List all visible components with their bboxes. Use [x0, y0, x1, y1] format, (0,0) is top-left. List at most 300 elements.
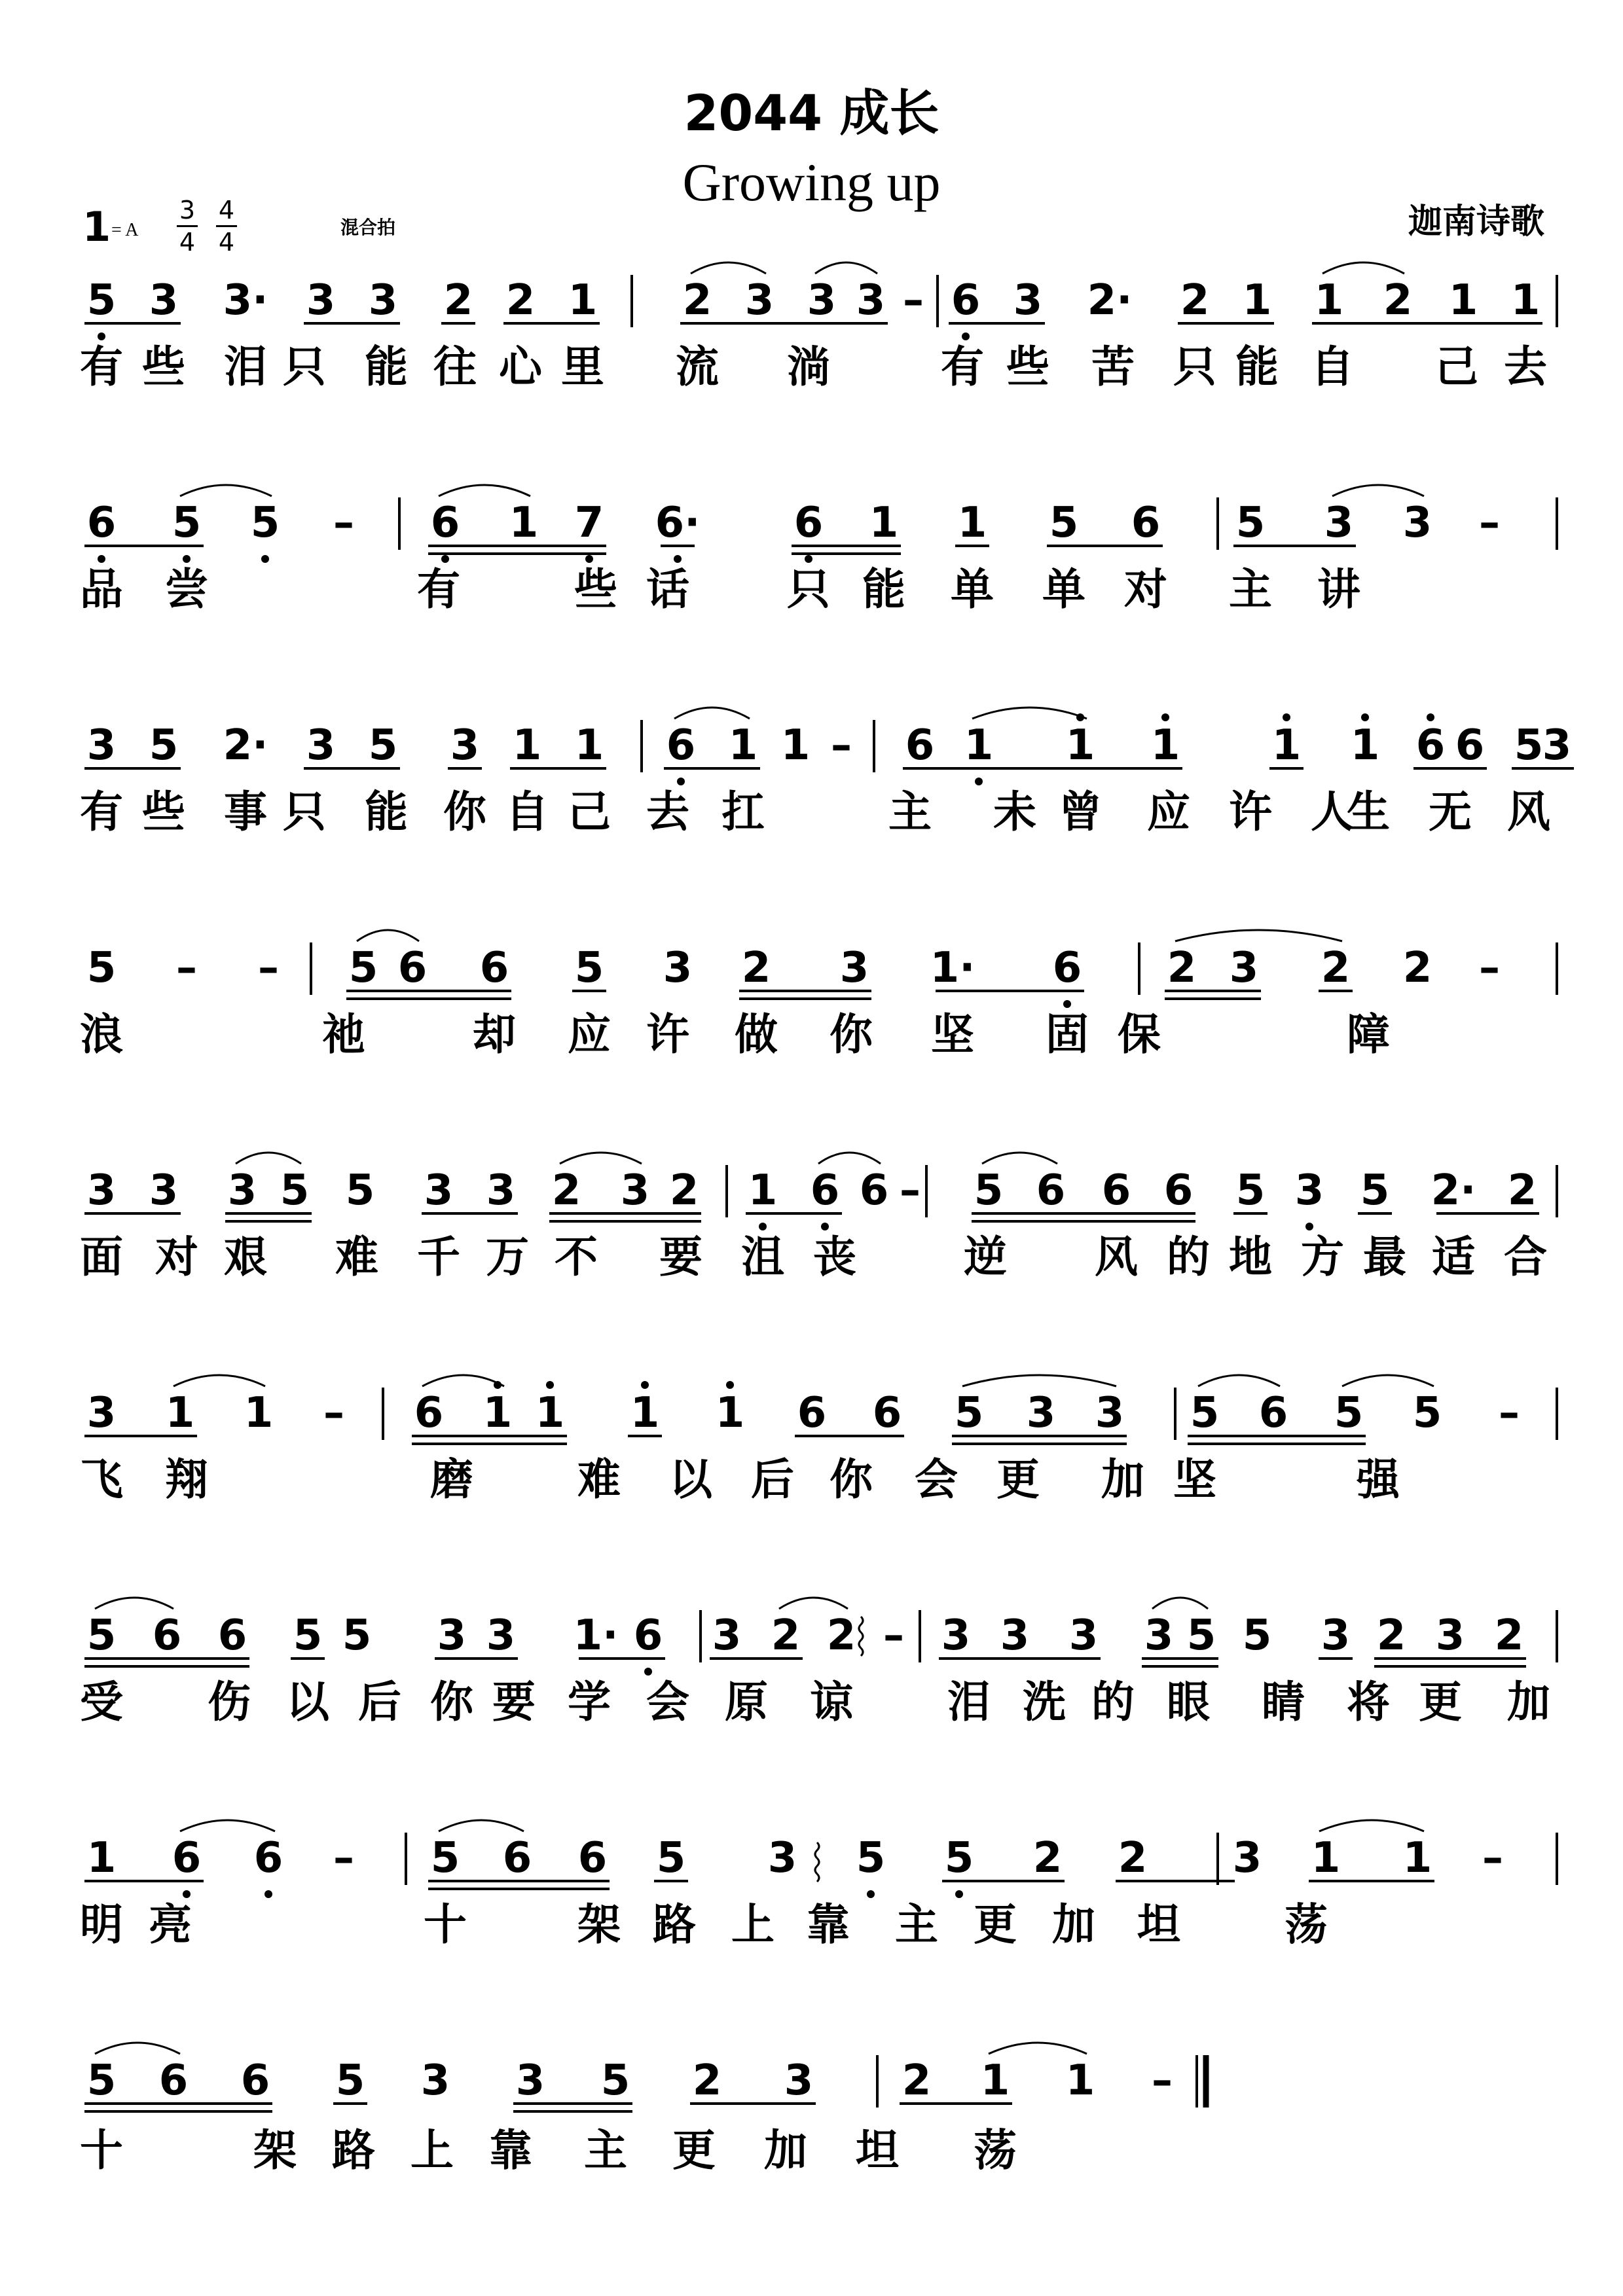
slur: [691, 262, 766, 274]
note: 3: [424, 1166, 454, 1215]
lyric-char: 你: [430, 1677, 473, 1727]
lyric-char: 原: [725, 1677, 768, 1727]
slur: [989, 2043, 1087, 2054]
note: 2: [1507, 1166, 1537, 1215]
note: 3: [306, 276, 336, 325]
note: 1: [1311, 1834, 1341, 1882]
note: 3: [663, 944, 693, 992]
lyric-char: 品: [80, 564, 123, 615]
lyric-char: 只: [283, 342, 326, 392]
lyric-char: 明: [80, 1899, 123, 1950]
note: 3: [515, 2056, 545, 2105]
lyric-char: 里: [561, 342, 604, 392]
note: 5: [86, 276, 117, 325]
lyric-char: 只: [787, 564, 830, 615]
note: 3: [1324, 499, 1354, 547]
slur: [560, 1153, 642, 1164]
lyric-line: [0, 1667, 1623, 1727]
lyric-char: 许: [646, 1009, 689, 1060]
dash-note: –: [258, 944, 279, 992]
lyric-char: 方: [1301, 1232, 1344, 1282]
note: 5: [172, 499, 202, 547]
note: 2: [551, 1166, 581, 1215]
note: 5: [149, 721, 179, 770]
high-octave-dot: [546, 1381, 554, 1389]
note: 5: [280, 1166, 310, 1215]
lyric-char: 只: [283, 787, 326, 837]
slur: [982, 1153, 1057, 1164]
high-octave-dot: [1076, 713, 1084, 721]
lyric-char: 荡: [1285, 1899, 1328, 1950]
lyric-char: 些: [142, 787, 185, 837]
note: 1: [1065, 2056, 1095, 2105]
slur: [439, 485, 530, 496]
note: 1·: [930, 944, 976, 992]
slur: [173, 1375, 265, 1386]
lyric-char: 去: [1504, 342, 1547, 392]
dash-note: –: [1479, 499, 1500, 547]
slur: [95, 2043, 180, 2054]
note: 6: [397, 944, 428, 992]
lyric-char: 谅: [810, 1677, 853, 1727]
note: 1: [509, 499, 539, 547]
note: 1: [244, 1389, 274, 1437]
note: 3: [1229, 944, 1259, 992]
note: 3: [450, 721, 480, 770]
note: 3: [149, 1166, 179, 1215]
note: 6: [793, 499, 824, 547]
note: 6: [502, 1834, 532, 1882]
note: 3: [227, 1166, 257, 1215]
slur: [779, 1598, 848, 1609]
lyric-char: 些: [1006, 342, 1049, 392]
meter-label: 混合拍: [340, 217, 396, 238]
note: 6: [253, 1834, 283, 1882]
note: 5: [348, 944, 378, 992]
lyric-char: 合: [1504, 1232, 1547, 1282]
lyric-char: 架: [577, 1899, 621, 1950]
note: 6: [240, 2056, 270, 2105]
lyric-line: [0, 1222, 1623, 1282]
note: 2: [1118, 1834, 1148, 1882]
note: 2: [1376, 1611, 1406, 1660]
slur: [1342, 1375, 1434, 1386]
note: 3: [86, 1166, 117, 1215]
note: 2: [1494, 1611, 1524, 1660]
lyric-char: 应: [1147, 787, 1190, 837]
slur: [180, 1820, 275, 1831]
note: 5: [574, 944, 604, 992]
lyric-char: 十: [80, 2125, 123, 2176]
lyric-char: 上: [410, 2125, 454, 2176]
lyric-char: 自: [1311, 342, 1354, 392]
lyric-char: 受: [80, 1677, 123, 1727]
note: 6: [1455, 721, 1485, 770]
lyric-char: 伤: [208, 1677, 251, 1727]
note: 3: [486, 1611, 516, 1660]
note: 6: [872, 1389, 902, 1437]
lyric-char: 亮: [149, 1899, 192, 1950]
note: 6: [905, 721, 935, 770]
note: 1: [535, 1389, 565, 1437]
lyric-char: 更: [1419, 1677, 1462, 1727]
lyric-char: 会: [915, 1454, 958, 1505]
note: 5: [293, 1611, 323, 1660]
note: 1: [715, 1389, 745, 1437]
lyric-char: 难: [335, 1232, 378, 1282]
note: 1·: [573, 1611, 619, 1660]
note: 2: [741, 944, 771, 992]
note: 5: [1334, 1389, 1364, 1437]
high-octave-dot: [1427, 713, 1434, 721]
note: 1: [748, 1166, 778, 1215]
lyric-char: 眼: [1167, 1677, 1210, 1727]
note: 5: [1242, 1611, 1272, 1660]
note: 5: [335, 2056, 365, 2105]
lyric-char: 些: [574, 564, 617, 615]
lyric-char: 往: [433, 342, 477, 392]
dash-note: –: [323, 1389, 344, 1437]
lyric-char: 生: [1347, 787, 1390, 837]
note: 5: [1190, 1389, 1220, 1437]
note: 6: [430, 499, 460, 547]
lyric-char: 未: [993, 787, 1036, 837]
note: 5: [1412, 1389, 1442, 1437]
note: 2: [771, 1611, 801, 1660]
lyric-char: 浪: [80, 1009, 123, 1060]
dash-note: –: [883, 1611, 904, 1660]
note: 3: [767, 1834, 797, 1882]
lyric-char: 能: [862, 564, 905, 615]
lyric-char: 流: [676, 342, 719, 392]
lyric-char: 固: [1046, 1009, 1089, 1060]
note: 5: [1235, 1166, 1266, 1215]
note: 2: [505, 276, 536, 325]
lyric-char: 能: [365, 787, 408, 837]
lyric-char: 的: [1091, 1677, 1135, 1727]
note: 3: [839, 944, 869, 992]
lyric-char: 面: [80, 1232, 123, 1282]
note: 3: [368, 276, 398, 325]
note: 2·: [1087, 276, 1133, 325]
note: 6: [1258, 1389, 1288, 1437]
note: 1: [512, 721, 542, 770]
slur: [1198, 1375, 1280, 1386]
lyric-char: 风: [1095, 1232, 1138, 1282]
lyric-char: 更: [974, 1899, 1017, 1950]
note: 3: [1068, 1611, 1099, 1660]
lyric-char: 十: [424, 1899, 467, 1950]
lyric-char: 苦: [1091, 342, 1135, 392]
note: 1: [1271, 721, 1302, 770]
note: 6: [158, 2056, 189, 2105]
note: 6: [951, 276, 981, 325]
lyric-char: 坚: [1173, 1454, 1216, 1505]
lyric-char: 要: [659, 1232, 702, 1282]
note: 6: [1052, 944, 1082, 992]
note: 6: [797, 1389, 827, 1437]
high-octave-dot: [1161, 713, 1169, 721]
lyric-char: 以: [286, 1677, 329, 1727]
lyric-line: [0, 332, 1623, 392]
lyric-char: 飞: [80, 1454, 123, 1505]
note: 3: [437, 1611, 467, 1660]
note: 3: [1321, 1611, 1351, 1660]
note: 1: [483, 1389, 513, 1437]
note: 6: [479, 944, 509, 992]
note: 2: [1383, 276, 1413, 325]
note: 5: [1049, 499, 1079, 547]
slur: [1322, 262, 1404, 274]
note: 3: [86, 1389, 117, 1437]
song-author: 迦南诗歌: [1408, 202, 1544, 242]
lyric-char: 单: [951, 564, 994, 615]
lyric-char: 己: [1435, 342, 1478, 392]
note: 2·: [223, 721, 268, 770]
note: 3: [1026, 1389, 1056, 1437]
lyric-char: 障: [1347, 1009, 1390, 1060]
lyric-char: 逆: [964, 1232, 1007, 1282]
lyric-char: 洗: [1023, 1677, 1066, 1727]
lyric-char: 沮: [741, 1232, 784, 1282]
lyric-char: 坚: [931, 1009, 974, 1060]
lyric-char: 有: [80, 342, 123, 392]
note: 1: [964, 721, 994, 770]
note: 3: [1294, 1166, 1324, 1215]
slur: [1319, 1820, 1424, 1831]
slur: [422, 1375, 504, 1386]
key-degree: 1: [82, 203, 111, 251]
note: 6·: [655, 499, 701, 547]
lyric-char: 应: [568, 1009, 611, 1060]
slur: [357, 930, 419, 941]
lyric-char: 己: [568, 787, 611, 837]
note: 3: [306, 721, 336, 770]
note: 3: [1435, 1611, 1465, 1660]
slur: [972, 708, 1087, 719]
note: 3: [486, 1166, 516, 1215]
lyric-char: 事: [224, 787, 267, 837]
high-octave-dot: [641, 1381, 649, 1389]
high-octave-dot: [494, 1381, 501, 1389]
lyric-char: 翔: [165, 1454, 208, 1505]
lyric-char: 风: [1507, 787, 1550, 837]
lyric-char: 心: [499, 342, 542, 392]
note: 5: [86, 2056, 117, 2105]
dash-note: –: [1482, 1834, 1503, 1882]
lyric-line: [0, 777, 1623, 837]
lyric-char: 的: [1167, 1232, 1210, 1282]
lyric-char: 你: [830, 1009, 873, 1060]
lyric-char: 将: [1347, 1677, 1390, 1727]
lyric-char: 祂: [322, 1009, 365, 1060]
arpeggio-mark: [859, 1617, 863, 1656]
lyric-char: 地: [1229, 1232, 1272, 1282]
note: 3: [941, 1611, 971, 1660]
note: 2: [1032, 1834, 1063, 1882]
note: 5: [86, 1611, 117, 1660]
note: 6: [859, 1166, 889, 1215]
dash-note: –: [1479, 944, 1500, 992]
note: 5: [368, 721, 398, 770]
note: 2: [443, 276, 473, 325]
note: 1: [1242, 276, 1272, 325]
note: 6: [810, 1166, 840, 1215]
note: 5: [856, 1834, 886, 1882]
time-signature-3-4: 3 4: [174, 196, 200, 256]
note: 3·: [223, 276, 268, 325]
note: 2: [1402, 944, 1432, 992]
lyric-char: 淌: [787, 342, 830, 392]
dash-note: –: [900, 1166, 921, 1215]
note: 5: [600, 2056, 630, 2105]
lyric-char: 上: [731, 1899, 775, 1950]
note: 3: [620, 1166, 650, 1215]
lyric-char: 千: [417, 1232, 460, 1282]
song-title: 2044 成长: [684, 84, 939, 142]
note: 6: [1131, 499, 1161, 547]
lyric-char: 后: [751, 1454, 794, 1505]
note: 3: [1095, 1389, 1125, 1437]
note: 5: [1186, 1611, 1216, 1660]
note: 6: [1415, 721, 1446, 770]
arpeggio-mark: [815, 1842, 819, 1882]
note: 3: [86, 721, 117, 770]
note: 1: [165, 1389, 195, 1437]
lyric-char: 最: [1363, 1232, 1406, 1282]
note: 2: [669, 1166, 699, 1215]
lyric-char: 话: [646, 564, 689, 615]
dash-note: –: [333, 1834, 354, 1882]
dash-note: –: [1499, 1389, 1520, 1437]
lyric-char: 曾: [1059, 787, 1102, 837]
dash-note: –: [903, 276, 924, 325]
lyric-char: 加: [1507, 1677, 1550, 1727]
note: 2: [902, 2056, 932, 2105]
note: 6: [577, 1834, 608, 1882]
slur: [1332, 485, 1424, 496]
note: 6: [217, 1611, 247, 1660]
lyric-char: 主: [888, 787, 932, 837]
note: 7: [574, 499, 604, 547]
note: 3: [1402, 499, 1432, 547]
lyric-char: 主: [1229, 564, 1272, 615]
slur: [439, 1820, 524, 1831]
slur: [815, 262, 877, 274]
lyric-char: 睛: [1262, 1677, 1305, 1727]
dash-note: –: [176, 944, 197, 992]
note: 5: [944, 1834, 974, 1882]
note: 5: [954, 1389, 984, 1437]
lyric-char: 对: [155, 1232, 198, 1282]
note: 3: [712, 1611, 742, 1660]
note: 3: [807, 276, 837, 325]
lyric-char: 路: [653, 1899, 696, 1950]
lyric-char: 路: [332, 2125, 375, 2176]
note: 1: [728, 721, 758, 770]
note: 5: [250, 499, 280, 547]
lyric-char: 坦: [856, 2125, 899, 2176]
lyric-char: 加: [1101, 1454, 1144, 1505]
note: 3: [1144, 1611, 1174, 1660]
lyric-char: 有: [80, 787, 123, 837]
lyric-char: 不: [555, 1232, 598, 1282]
note: 5: [656, 1834, 686, 1882]
lyric-char: 去: [646, 787, 689, 837]
note: 6: [414, 1389, 444, 1437]
slur: [95, 1598, 173, 1609]
slur: [674, 708, 750, 719]
lyric-char: 磨: [430, 1454, 473, 1505]
note: 6: [666, 721, 696, 770]
slur: [1175, 930, 1342, 941]
lyric-char: 单: [1042, 564, 1085, 615]
note: 1: [568, 276, 598, 325]
lyric-char: 丧: [813, 1232, 856, 1282]
lyric-char: 更: [996, 1454, 1040, 1505]
note: 5: [345, 1166, 375, 1215]
note: 5: [1235, 499, 1266, 547]
lyric-char: 无: [1429, 787, 1472, 837]
note: 1: [1510, 276, 1541, 325]
lyric-char: 做: [735, 1009, 778, 1060]
lyric-char: 扛: [721, 787, 765, 837]
note: 1: [1065, 721, 1095, 770]
lyric-line: [0, 554, 1623, 615]
note: 1: [1314, 276, 1344, 325]
slur: [962, 1375, 1116, 1386]
note: 6: [1036, 1166, 1066, 1215]
lyric-line: [0, 2115, 1623, 2176]
note: 5: [342, 1611, 372, 1660]
lyric-char: 万: [486, 1232, 529, 1282]
lyric-char: 架: [253, 2125, 297, 2176]
note: 1: [980, 2056, 1010, 2105]
lyric-char: 坦: [1137, 1899, 1180, 1950]
lyric-char: 荡: [974, 2125, 1017, 2176]
slur: [236, 1153, 301, 1164]
lyric-char: 适: [1432, 1232, 1475, 1282]
note: 1: [1350, 721, 1380, 770]
high-octave-dot: [726, 1381, 734, 1389]
lyric-char: 以: [669, 1454, 712, 1505]
lyric-char: 你: [443, 787, 486, 837]
note: 3: [1000, 1611, 1030, 1660]
note: 6: [86, 499, 117, 547]
note: 5: [86, 944, 117, 992]
dash-note: –: [333, 499, 354, 547]
note: 1: [574, 721, 604, 770]
note: 2: [826, 1611, 856, 1660]
lyric-char: 对: [1124, 564, 1167, 615]
lyric-char: 加: [764, 2125, 807, 2176]
lyric-char: 尝: [165, 564, 208, 615]
slur: [818, 1153, 881, 1164]
slur: [180, 485, 272, 496]
note: 2: [1321, 944, 1351, 992]
lyric-char: 加: [1052, 1899, 1095, 1950]
lyric-char: 更: [672, 2125, 716, 2176]
lyric-char: 人: [1311, 787, 1354, 837]
lyric-char: 你: [830, 1454, 873, 1505]
note: 1: [630, 1389, 660, 1437]
note: 1: [780, 721, 811, 770]
note: 3: [1013, 276, 1043, 325]
high-octave-dot: [1361, 713, 1369, 721]
note: 5: [1360, 1166, 1390, 1215]
dash-note: –: [1152, 2056, 1173, 2105]
lyric-char: 讲: [1317, 564, 1360, 615]
